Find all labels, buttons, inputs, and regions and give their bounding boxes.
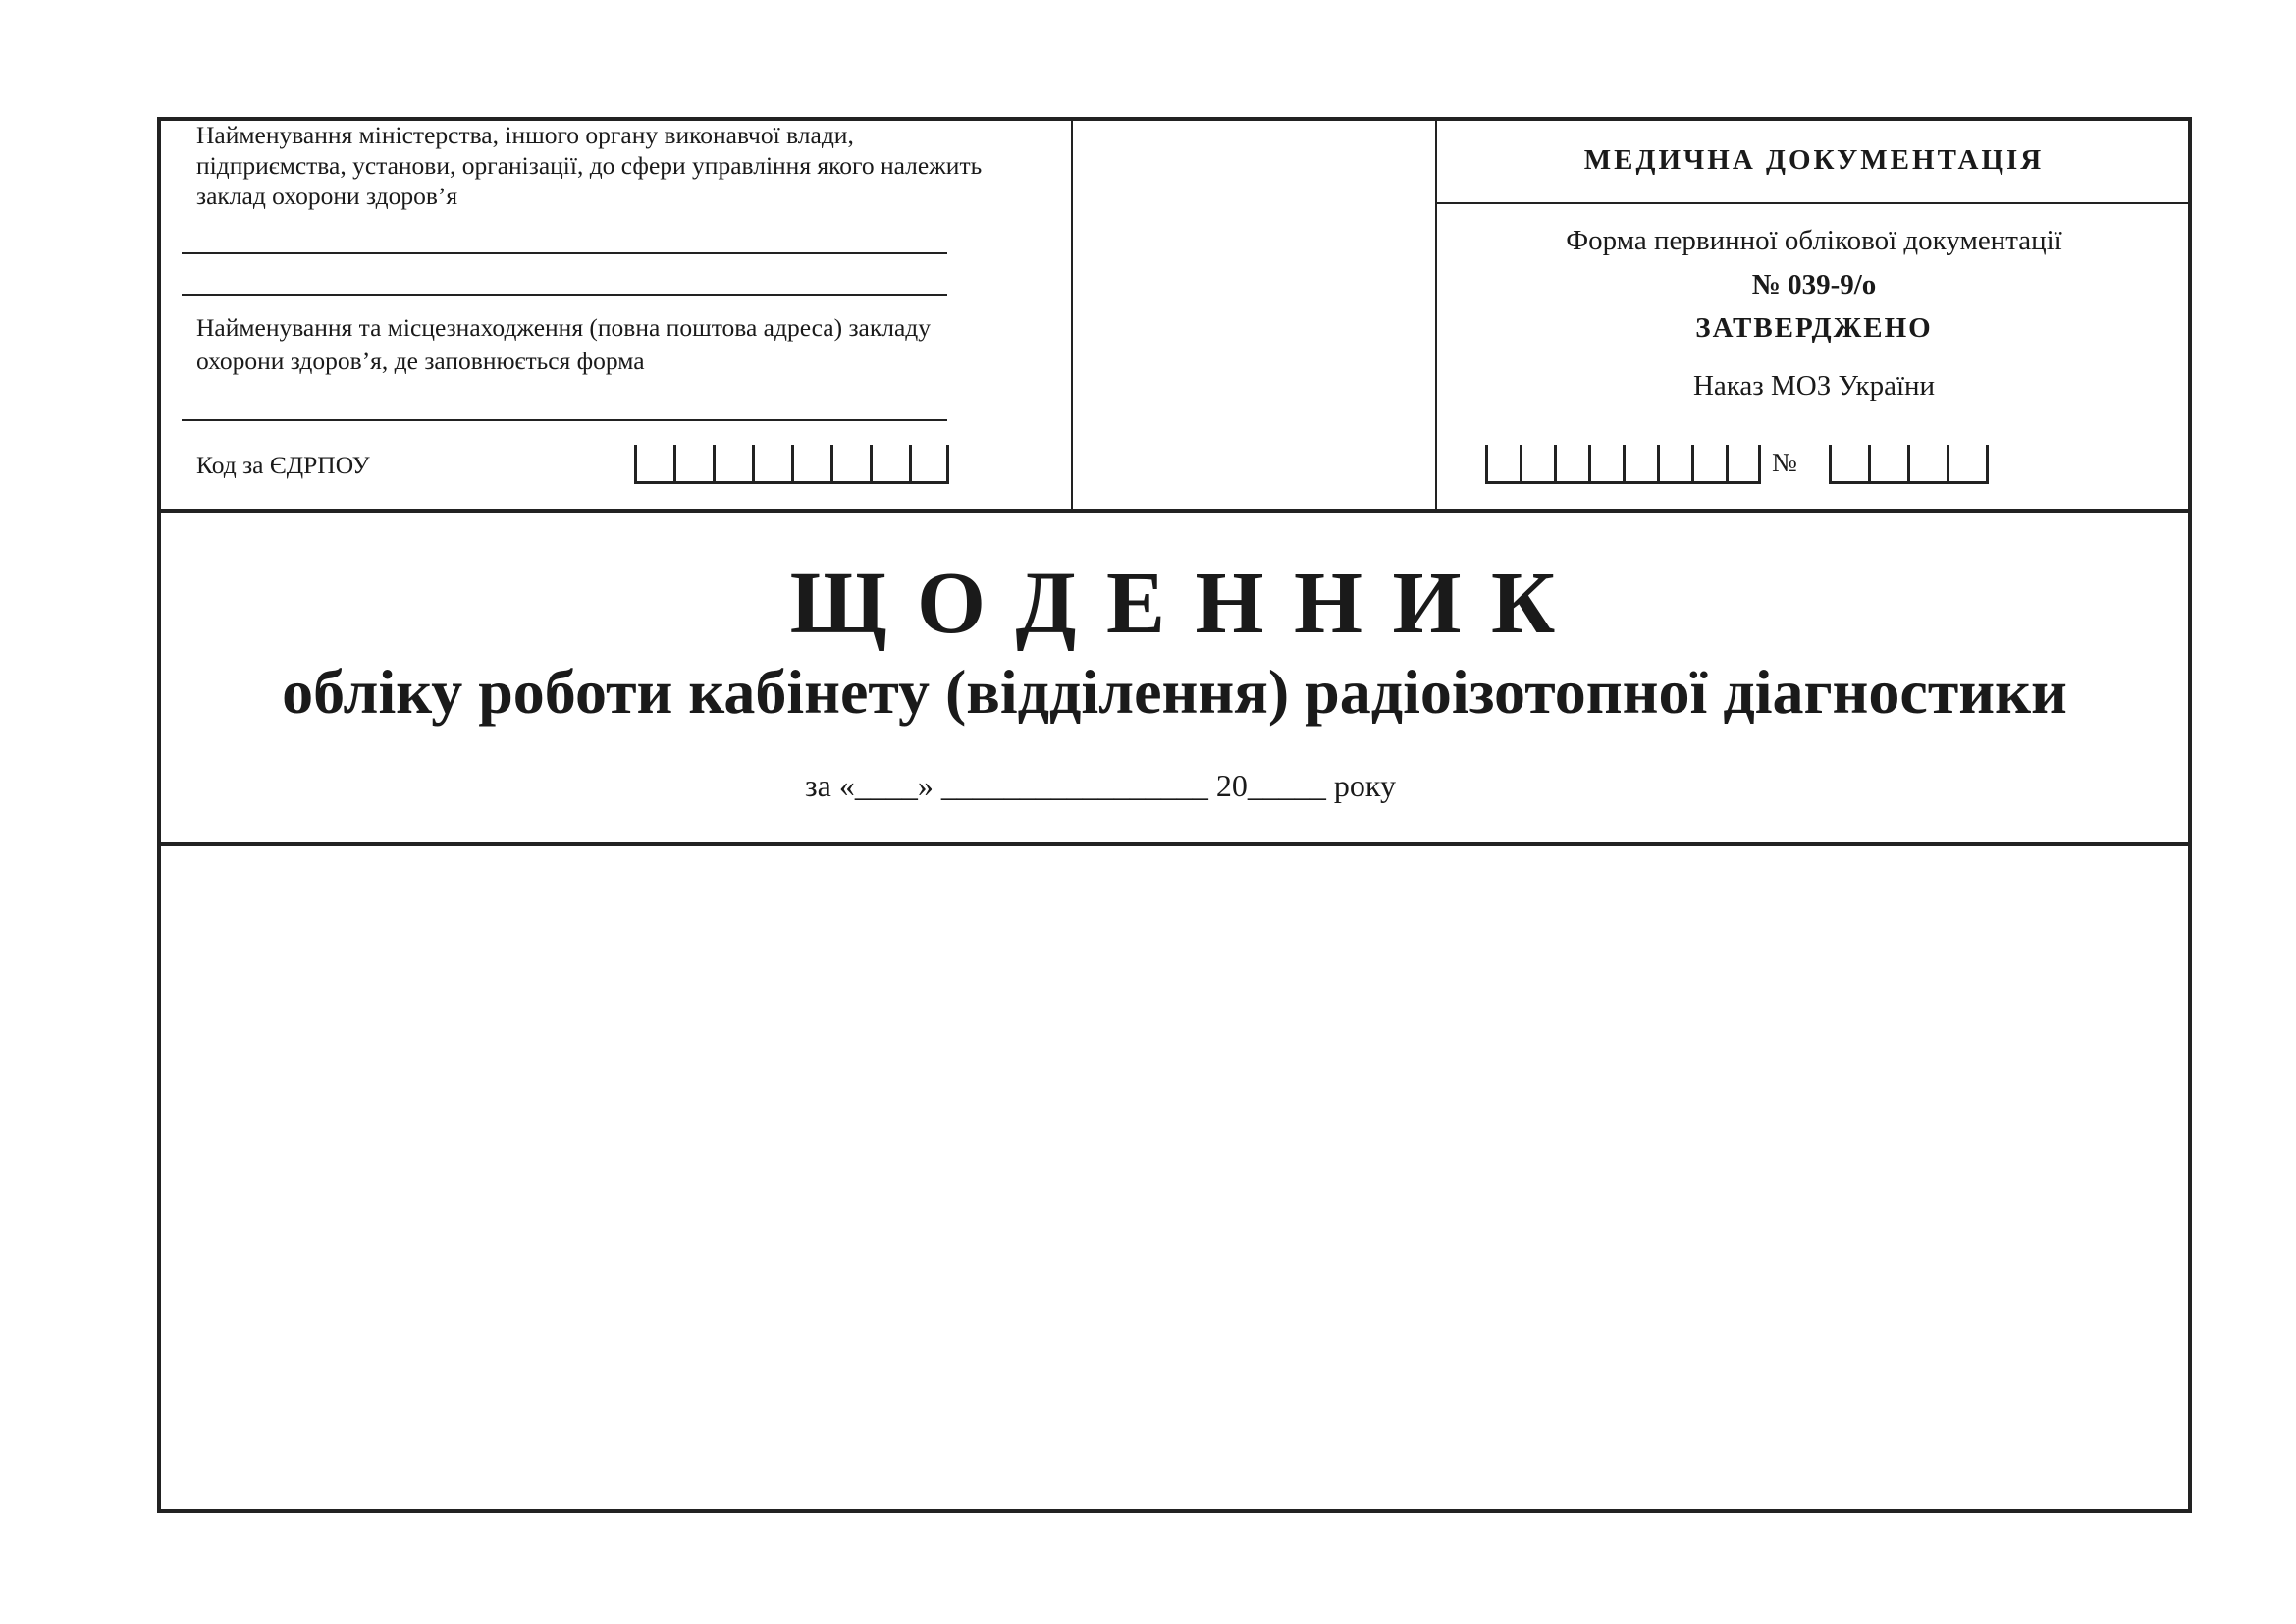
document-subtitle: обліку роботи кабінету (відділення) радіоізотопної діагностики [282, 657, 2067, 727]
date-cell[interactable] [1520, 445, 1554, 481]
date-cell[interactable] [1485, 445, 1520, 481]
code-cell[interactable] [909, 445, 949, 481]
edrpou-label: Код за ЄДРПОУ [196, 451, 370, 479]
date-cell[interactable] [1726, 445, 1761, 481]
edrpou-code-cells[interactable] [634, 445, 949, 484]
date-cell[interactable] [1657, 445, 1691, 481]
header-divider [157, 509, 2192, 513]
code-cell[interactable] [791, 445, 830, 481]
org-name-line-1[interactable] [182, 252, 947, 254]
content-area [161, 846, 2188, 1509]
order-number-cells[interactable] [1829, 445, 1989, 484]
code-cell[interactable] [752, 445, 791, 481]
code-cell[interactable] [634, 445, 673, 481]
org-label-line-2: підприємства, установи, організації, до сфери управління якого належить [196, 151, 983, 180]
med-doc-divider [1436, 202, 2192, 204]
date-line[interactable]: за «____» _________________ 20_____ року [805, 768, 1396, 803]
date-cell[interactable] [1554, 445, 1588, 481]
code-cell[interactable] [870, 445, 909, 481]
number-cell[interactable] [1868, 445, 1907, 481]
number-cell[interactable] [1907, 445, 1947, 481]
code-cell[interactable] [673, 445, 713, 481]
facility-label-line-1: Найменування та місцезнаходження (повна поштова адреса) закладу [196, 313, 932, 342]
date-cell[interactable] [1588, 445, 1623, 481]
code-cell[interactable] [713, 445, 752, 481]
org-label-line-1: Найменування міністерства, іншого органу виконавчої влади, [196, 121, 854, 149]
date-cell[interactable] [1691, 445, 1726, 481]
org-label-line-3: заклад охорони здоров’я [196, 182, 458, 210]
facility-label-line-2: охорони здоров’я, де заповнюється форма [196, 347, 645, 375]
order-date-cells[interactable] [1485, 445, 1761, 484]
form-label: Форма первинної облікової документації [1566, 225, 2062, 256]
number-cell[interactable] [1829, 445, 1868, 481]
left-column-divider [1071, 117, 1073, 511]
form-number: № 039-9/о [1751, 269, 1877, 300]
document-title: Щ О Д Е Н Н И К [789, 555, 1560, 652]
number-cell[interactable] [1947, 445, 1989, 481]
org-name-line-2[interactable] [182, 294, 947, 296]
facility-name-line[interactable] [182, 419, 947, 421]
code-cell[interactable] [830, 445, 870, 481]
order-label: Наказ МОЗ України [1692, 370, 1936, 402]
date-cell[interactable] [1623, 445, 1657, 481]
medical-documentation-header: МЕДИЧНА ДОКУМЕНТАЦІЯ [1583, 144, 2045, 176]
order-number-sign: № [1772, 448, 1797, 477]
approved-label: ЗАТВЕРДЖЕНО [1695, 312, 1933, 344]
